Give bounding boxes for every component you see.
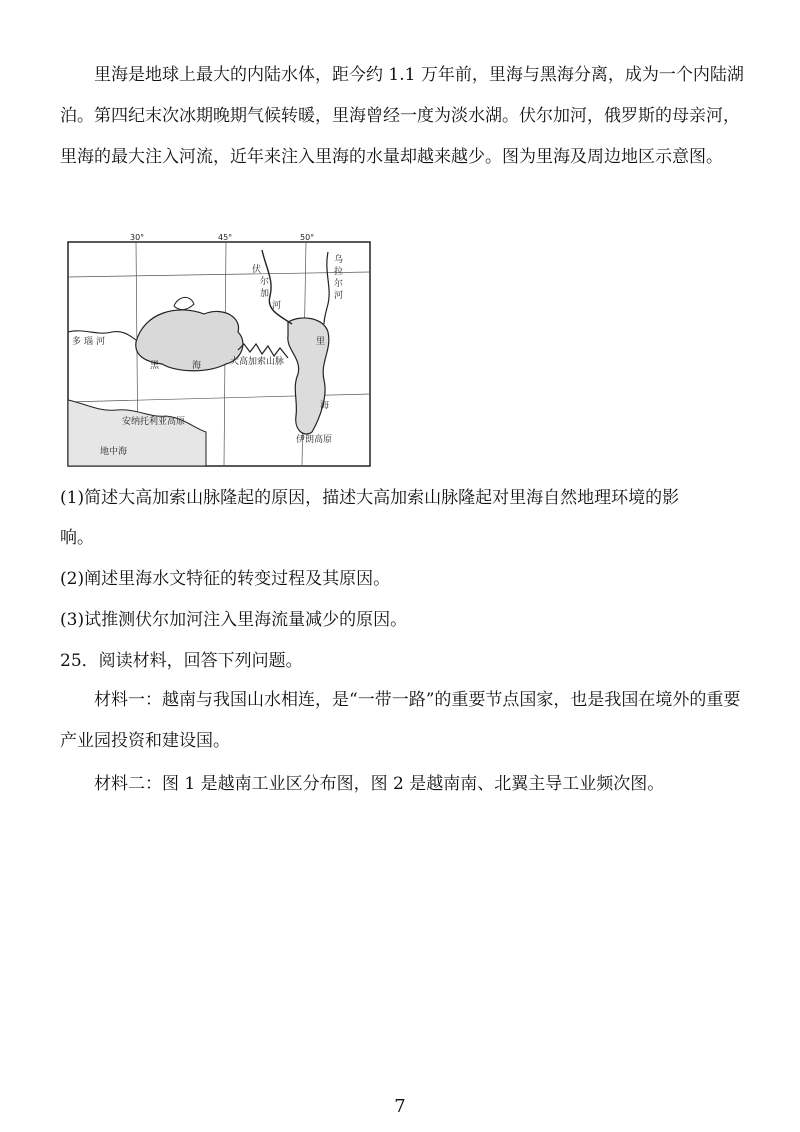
ural-label-1: 乌 xyxy=(334,255,344,265)
volga-label-2: 尔 xyxy=(260,277,270,287)
question-1-line-1: (1)简述大高加索山脉隆起的原因，描述大高加索山脉隆起对里海自然地理环境的影 xyxy=(60,488,680,508)
question-2: (2)阐述里海水文特征的转变过程及其原因。 xyxy=(60,569,391,589)
volga-label-1: 伏 xyxy=(252,265,262,275)
longitude-45-label: 45° xyxy=(218,233,233,242)
anatolia-label: 安纳托利亚高原 xyxy=(122,417,186,427)
mediterranean-label: 地中海 xyxy=(100,447,128,457)
intro-paragraph: 里海是地球上最大的内陆水体，距今约 1.1 万年前，里海与黑海分离，成为一个内陆湖泊。第四纪末次冰期晚期气候转暖，里海曾经一度为淡水湖。伏尔加河，俄罗斯的母亲河，里海的最大注入河流，近年来注入里海的水量却越来越少。图为里海及周边地区示意图。 xyxy=(60,65,744,167)
caucasus-label: 大高加索山脉 xyxy=(230,357,285,367)
ural-label-3: 尔 xyxy=(334,279,344,289)
iran-plateau-label: 伊朗高原 xyxy=(296,435,333,445)
page-number: 7 xyxy=(394,1096,406,1117)
caspian-region-map xyxy=(66,232,376,470)
danube-label-3: 河 xyxy=(96,337,106,347)
danube-label-2: 瑙 xyxy=(84,337,94,347)
longitude-30-label: 30° xyxy=(130,233,145,242)
caspian-label-1: 里 xyxy=(316,337,326,347)
volga-label-3: 加 xyxy=(260,289,270,299)
black-sea-label-2: 海 xyxy=(192,361,202,371)
question-3: (3)试推测伏尔加河注入里海流量减少的原因。 xyxy=(60,610,408,630)
question-25-title: 25．阅读材料，回答下列问题。 xyxy=(60,651,303,671)
question-1-line-2: 响。 xyxy=(60,528,94,548)
black-sea-label-1: 黑 xyxy=(150,361,160,371)
material-1: 材料一：越南与我国山水相连，是“一带一路”的重要节点国家，也是我国在境外的重要产业园投资和建设国。 xyxy=(60,690,741,751)
longitude-50-label: 50° xyxy=(300,233,315,242)
caspian-label-2: 海 xyxy=(320,401,330,411)
material-2: 材料二：图 1 是越南工业区分布图，图 2 是越南南、北翼主导工业频次图。 xyxy=(94,774,665,794)
ural-label-4: 河 xyxy=(334,291,344,301)
volga-label-4: 河 xyxy=(272,301,282,311)
ural-label-2: 拉 xyxy=(334,267,344,277)
danube-label-1: 多 xyxy=(72,337,82,347)
